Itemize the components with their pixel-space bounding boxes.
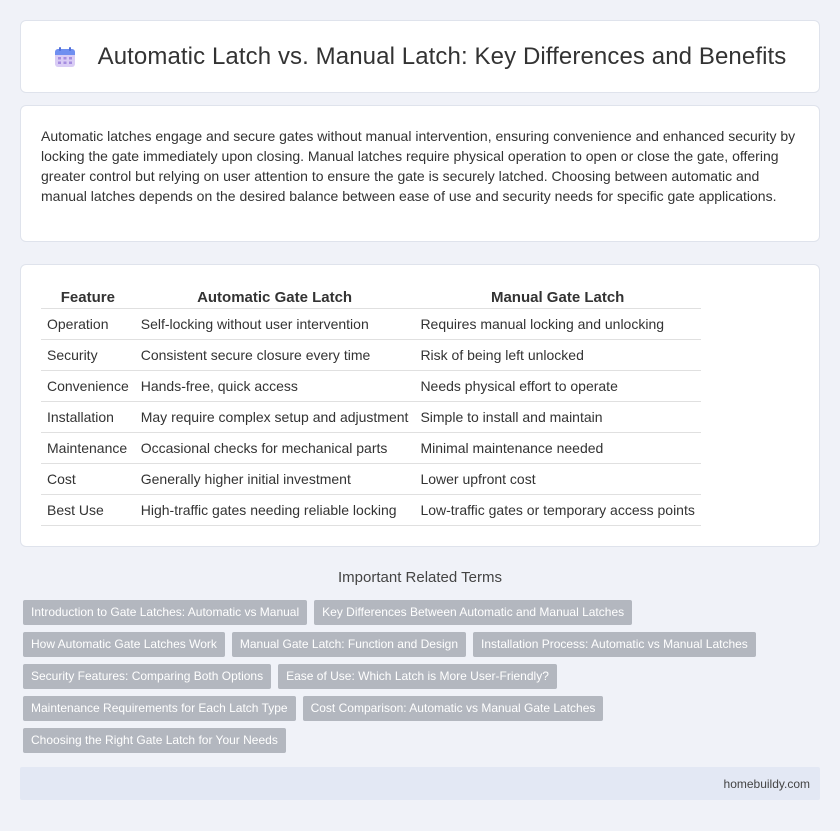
manual-cell: Requires manual locking and unlocking [414, 309, 700, 340]
table-row [41, 340, 701, 371]
manual-cell: Needs physical effort to operate [414, 371, 700, 402]
automatic-cell: Consistent secure closure every time [135, 340, 415, 371]
related-term-tag[interactable]: Choosing the Right Gate Latch for Your Needs [23, 728, 286, 753]
header [54, 43, 787, 71]
comparison-card [20, 264, 820, 547]
calendar-icon [54, 46, 76, 68]
tag-row [23, 728, 813, 753]
related-term-tag[interactable]: Manual Gate Latch: Function and Design [232, 632, 466, 657]
feature-cell: Security [41, 340, 135, 371]
header-card [20, 20, 820, 93]
footer [20, 767, 820, 800]
automatic-cell: High-traffic gates needing reliable locking [135, 495, 415, 526]
manual-cell: Low-traffic gates or temporary access points [414, 495, 700, 526]
related-term-tag[interactable]: Introduction to Gate Latches: Automatic vs Manual [23, 600, 307, 625]
feature-cell: Best Use [41, 495, 135, 526]
related-term-tag[interactable]: Security Features: Comparing Both Options [23, 664, 271, 689]
tag-row [23, 696, 813, 721]
tag-row [23, 664, 813, 689]
table-row [41, 402, 701, 433]
related-terms-title: Important Related Terms [338, 569, 502, 586]
related-term-tag[interactable]: Cost Comparison: Automatic vs Manual Gate Latches [303, 696, 604, 721]
related-term-tag[interactable]: Maintenance Requirements for Each Latch Type [23, 696, 296, 721]
intro-paragraph: Automatic latches engage and secure gates without manual intervention, ensuring convenience and enhanced security by locking the gate immediately upon closing. Manual latches require physical operation to open or close the gate, offering greater control but relying on user attention to ensure the gate is securely latched. Choosing between automatic and manual latches depends on the desired balance between ease of use and security needs for specific gate applications. [41, 128, 796, 204]
feature-cell: Maintenance [41, 433, 135, 464]
manual-cell: Simple to install and maintain [414, 402, 700, 433]
manual-cell: Risk of being left unlocked [414, 340, 700, 371]
feature-cell: Operation [41, 309, 135, 340]
table-row [41, 433, 701, 464]
automatic-cell: Occasional checks for mechanical parts [135, 433, 415, 464]
manual-cell: Minimal maintenance needed [414, 433, 700, 464]
related-term-tag[interactable]: How Automatic Gate Latches Work [23, 632, 225, 657]
feature-cell: Cost [41, 464, 135, 495]
footer-site-link[interactable]: homebuildy.com [723, 776, 810, 791]
column-header-automatic: Automatic Gate Latch [135, 285, 415, 309]
comparison-table [41, 285, 701, 526]
manual-cell: Lower upfront cost [414, 464, 700, 495]
feature-cell: Convenience [41, 371, 135, 402]
table-row [41, 371, 701, 402]
table-row [41, 464, 701, 495]
related-terms-list [23, 600, 813, 760]
automatic-cell: May require complex setup and adjustment [135, 402, 415, 433]
intro-card [20, 105, 820, 242]
related-term-tag[interactable]: Key Differences Between Automatic and Manual Latches [314, 600, 632, 625]
page-title: Automatic Latch vs. Manual Latch: Key Differences and Benefits [97, 42, 787, 70]
tag-row [23, 632, 813, 657]
related-term-tag[interactable]: Installation Process: Automatic vs Manual Latches [473, 632, 756, 657]
table-header-row [41, 285, 701, 309]
column-header-manual: Manual Gate Latch [414, 285, 700, 309]
automatic-cell: Generally higher initial investment [135, 464, 415, 495]
related-term-tag[interactable]: Ease of Use: Which Latch is More User-Friendly? [278, 664, 557, 689]
table-row [41, 495, 701, 526]
automatic-cell: Hands-free, quick access [135, 371, 415, 402]
feature-cell: Installation [41, 402, 135, 433]
tag-row [23, 600, 813, 625]
automatic-cell: Self-locking without user intervention [135, 309, 415, 340]
column-header-feature: Feature [41, 285, 135, 309]
table-row [41, 309, 701, 340]
